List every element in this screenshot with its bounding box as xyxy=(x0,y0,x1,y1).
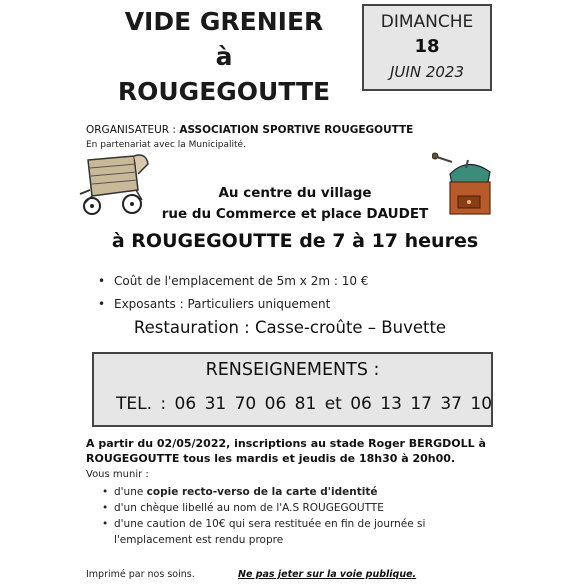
requirement-cheque: • d'un chèque libellé au nom de l'A.S ROUGEGOUTTE xyxy=(102,500,425,516)
location-line-1: Au centre du village xyxy=(218,185,372,201)
details-list xyxy=(98,270,368,316)
requirement-id-card-prefix: d'une xyxy=(114,486,147,498)
organizer-label: ORGANISATEUR : xyxy=(86,124,176,136)
date-box xyxy=(362,4,492,91)
restauration-line: Restauration : Casse-croûte – Buvette xyxy=(133,318,447,337)
bring-label: Vous munir : xyxy=(86,469,149,480)
date-day-number: 18 xyxy=(414,36,440,57)
requirement-deposit-continuation: l'emplacement est rendu propre xyxy=(114,534,284,546)
requirement-id-card xyxy=(102,484,425,500)
poster-title xyxy=(108,4,340,109)
detail-item-exhibitors: • Exposants : Particuliers uniquement xyxy=(98,293,368,316)
info-box xyxy=(92,352,493,427)
requirement-deposit: • d'une caution de 10€ qui sera restituée en fin de journée si xyxy=(102,516,425,532)
info-heading: RENSEIGNEMENTS : xyxy=(205,360,380,380)
date-day-name: DIMANCHE xyxy=(380,12,474,32)
info-phone-numbers: TEL. : 06 31 70 06 81 et 06 13 17 37 10 xyxy=(116,394,493,414)
requirements-list xyxy=(102,484,425,548)
registration-line-1: A partir du 02/05/2022, inscriptions au stade Roger BERGDOLL à xyxy=(86,437,486,450)
title-line-3: ROUGEGOUTTE xyxy=(117,77,331,106)
location-line-3: à ROUGEGOUTTE de 7 à 17 heures xyxy=(111,230,479,252)
registration-line-2: ROUGEGOUTTE tous les mardis et jeudis de 18h30 à 20h00. xyxy=(86,452,456,465)
title-line-1: VIDE GRENIER xyxy=(124,7,324,36)
location-line-2: rue du Commerce et place DAUDET xyxy=(161,206,429,222)
partnership-note: En partenariat avec la Municipalité. xyxy=(86,140,246,150)
organizer-name: ASSOCIATION SPORTIVE ROUGEGOUTTE xyxy=(179,124,414,136)
title-line-2: à xyxy=(215,42,233,71)
litter-notice: Ne pas jeter sur la voie publique. xyxy=(238,569,417,580)
requirement-id-card-bold: copie recto-verso de la carte d'identité xyxy=(146,486,378,498)
printed-note: Imprimé par nos soins. xyxy=(86,569,195,580)
organizer-line xyxy=(86,124,413,136)
date-month-year: JUIN 2023 xyxy=(390,63,464,81)
detail-item-price: • Coût de l'emplacement de 5m x 2m : 10 € xyxy=(98,270,368,293)
